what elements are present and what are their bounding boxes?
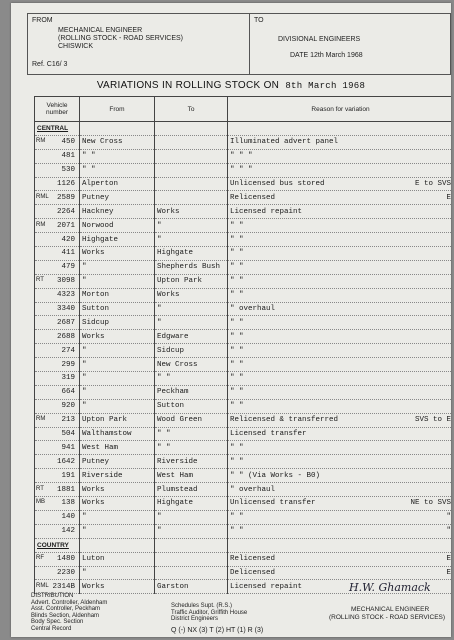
to-cell: Peckham [155, 385, 228, 399]
distribution-line: Schedules Supt. (R.S.) [171, 603, 233, 609]
to-cell: Edgware [155, 330, 228, 344]
reason-cell [228, 372, 452, 386]
vehicle-cell [35, 441, 80, 455]
to-cell: Highgate [155, 247, 228, 261]
vehicle-cell [35, 344, 80, 358]
to-cell [155, 552, 228, 566]
vehicle-number: 920 [61, 402, 75, 411]
vehicle-cell [35, 191, 80, 205]
table-row [35, 302, 452, 316]
memo-date: DATE 12th March 1968 [290, 52, 363, 59]
vehicle-number: 319 [61, 374, 75, 383]
vehicle-cell [35, 427, 80, 441]
vehicle-cell [35, 358, 80, 372]
reason-cell [228, 177, 452, 191]
from-cell: " " [80, 163, 155, 177]
variation-note: E [446, 555, 451, 564]
vehicle-number: 3340 [56, 305, 75, 314]
table-row [35, 288, 452, 302]
totals-line: Q (-) NX (3) T (2) HT (1) R (3) [171, 627, 264, 634]
from-cell: Putney [80, 455, 155, 469]
vehicle-cell [35, 177, 80, 191]
from-cell: Hackney [80, 205, 155, 219]
vehicle-number: 1642 [56, 457, 75, 466]
col-to: To [155, 97, 228, 122]
reason-text: " " [230, 360, 244, 369]
reason-text: Relicensed & transferred [230, 416, 339, 425]
page-title: VARIATIONS IN ROLLING STOCK ON 8th March 1968 [96, 80, 366, 91]
vehicle-cell [35, 316, 80, 330]
to-cell [155, 135, 228, 149]
reason-text: " overhaul [230, 485, 276, 494]
to-cell: Shepherds Bush [155, 260, 228, 274]
to-cell: " [155, 510, 228, 524]
vehicle-cell [35, 566, 80, 580]
col-from: From [80, 97, 155, 122]
from-cell: " [80, 372, 155, 386]
distribution-list [31, 593, 107, 632]
vehicle-cell [35, 580, 80, 594]
to-cell: Plumstead [155, 483, 228, 497]
variations-table [34, 96, 451, 594]
vehicle-number: 191 [61, 471, 75, 480]
from-cell: Sidcup [80, 316, 155, 330]
table-row [35, 385, 452, 399]
table-row [35, 274, 452, 288]
from-cell: West Ham [80, 441, 155, 455]
to-cell [155, 566, 228, 580]
vehicle-number: 664 [61, 388, 75, 397]
reason-text: " " [230, 263, 244, 272]
table-row [35, 399, 452, 413]
reason-cell [228, 163, 452, 177]
from-cell: Alperton [80, 177, 155, 191]
section-row [35, 122, 452, 136]
vehicle-class: RT [36, 485, 44, 492]
from-cell: Works [80, 247, 155, 261]
vehicle-class: RM [36, 221, 46, 228]
variation-note: " [446, 513, 451, 522]
distribution-line: Traffic Auditor, Griffith House [171, 609, 248, 616]
to-cell [155, 191, 228, 205]
sign-subtitle: (ROLLING STOCK - ROAD SERVICES) [329, 614, 446, 621]
variation-note: E [446, 193, 451, 202]
vehicle-number: 213 [61, 416, 75, 425]
reason-text: Relicensed [230, 193, 276, 202]
table-row [35, 413, 452, 427]
reason-cell [228, 219, 452, 233]
vehicle-cell [35, 247, 80, 261]
reason-text: " " [230, 513, 244, 522]
vehicle-cell [35, 149, 80, 163]
reason-cell [228, 385, 452, 399]
reason-text: " " [230, 291, 244, 300]
vehicle-class: RM [36, 416, 46, 423]
vehicle-class: RT [36, 277, 44, 284]
reason-cell [228, 455, 452, 469]
table-row [35, 149, 452, 163]
to-cell: New Cross [155, 358, 228, 372]
vehicle-cell [35, 135, 80, 149]
vehicle-class: MB [36, 499, 45, 506]
reason-text: " " [230, 235, 244, 244]
to-cell: Sutton [155, 399, 228, 413]
vehicle-number: 1881 [56, 485, 75, 494]
table-row [35, 260, 452, 274]
reason-text: Delicensed [230, 568, 276, 577]
variation-note: SVS to E [414, 416, 451, 425]
to-cell: " " [155, 441, 228, 455]
vehicle-number: 420 [61, 235, 75, 244]
vehicle-cell [35, 205, 80, 219]
table-row [35, 552, 452, 566]
vehicle-cell [35, 288, 80, 302]
reason-cell [228, 413, 452, 427]
from-cell: Works [80, 497, 155, 511]
vehicle-number: 481 [61, 152, 75, 161]
from-label: FROM [32, 17, 53, 24]
table-row [35, 566, 452, 580]
table-row [35, 358, 452, 372]
from-cell: Works [80, 330, 155, 344]
to-cell: " [155, 524, 228, 538]
from-cell: Luton [80, 552, 155, 566]
vehicle-cell [35, 385, 80, 399]
from-cell: " [80, 399, 155, 413]
col-reason: Reason for variation [228, 97, 452, 122]
reason-cell [228, 233, 452, 247]
distribution-line: Asst. Controller, Peckham [31, 606, 101, 612]
vehicle-number: 450 [61, 138, 75, 147]
distribution-line: Blinds Section, Aldenham [31, 612, 100, 619]
vehicle-cell [35, 510, 80, 524]
distribution-line: Advert. Controller, Aldenham [31, 599, 108, 606]
to-cell: Works [155, 205, 228, 219]
table-row [35, 524, 452, 538]
table-row [35, 191, 452, 205]
vehicle-number: 3098 [56, 277, 75, 286]
vehicle-cell [35, 274, 80, 288]
from-cell: " [80, 385, 155, 399]
reason-text: " " " [230, 152, 253, 161]
from-cell: Walthamstow [80, 427, 155, 441]
reason-cell [228, 330, 452, 344]
to-cell: Wood Green [155, 413, 228, 427]
signature: H.W. Ghamack [349, 581, 431, 594]
distribution-line: Body Spec. Section [31, 619, 84, 625]
vehicle-number: 2071 [56, 221, 75, 230]
vehicle-number: 2687 [56, 318, 75, 327]
from-cell: " [80, 344, 155, 358]
from-cell: Riverside [80, 469, 155, 483]
vehicle-cell [35, 302, 80, 316]
reason-text: Illuminated advert panel [230, 138, 339, 147]
vehicle-number: 2264 [56, 207, 75, 216]
from-cell: Works [80, 580, 155, 594]
to-cell: " " [155, 427, 228, 441]
from-cell: " [80, 566, 155, 580]
from-cell: " [80, 274, 155, 288]
vehicle-cell [35, 552, 80, 566]
vehicle-number: 504 [61, 430, 75, 439]
vehicle-number: 1480 [56, 555, 75, 564]
reason-text: " " [230, 277, 244, 286]
vehicle-number: 140 [61, 513, 75, 522]
from-cell: Works [80, 483, 155, 497]
table-row [35, 441, 452, 455]
table-row [35, 247, 452, 261]
from-cell: Morton [80, 288, 155, 302]
vehicle-number: 142 [61, 527, 75, 536]
to-cell [155, 177, 228, 191]
reason-text: " " [230, 457, 244, 466]
table-row [35, 330, 452, 344]
reason-text: " " [230, 402, 244, 411]
to-cell: Highgate [155, 497, 228, 511]
reason-cell [228, 205, 452, 219]
title-date: 8th March 1968 [285, 81, 366, 91]
variation-note: NE to SVS [410, 499, 451, 508]
vehicle-class: RML [36, 193, 49, 200]
table-row [35, 483, 452, 497]
variation-note: " [446, 527, 451, 536]
table-row [35, 316, 452, 330]
reason-text: " " [230, 318, 244, 327]
vehicle-cell [35, 399, 80, 413]
reason-text: " overhaul [230, 305, 276, 314]
vehicle-cell [35, 372, 80, 386]
reason-cell [228, 524, 452, 538]
vehicle-cell [35, 413, 80, 427]
vehicle-cell [35, 483, 80, 497]
to-cell: West Ham [155, 469, 228, 483]
vehicle-class: RF [36, 555, 44, 562]
to-cell: " [155, 219, 228, 233]
from-cell: Highgate [80, 233, 155, 247]
col-vehicle-number: Vehicle number [35, 97, 80, 122]
to-cell: " [155, 233, 228, 247]
reason-text: Relicensed [230, 555, 276, 564]
from-cell: " " [80, 149, 155, 163]
table-row [35, 455, 452, 469]
reason-cell [228, 302, 452, 316]
from-cell: Putney [80, 191, 155, 205]
reason-cell [228, 510, 452, 524]
reason-cell [228, 135, 452, 149]
table-row [35, 497, 452, 511]
table-row [35, 177, 452, 191]
reason-text: " " [230, 332, 244, 341]
to-cell [155, 149, 228, 163]
vehicle-number: 530 [61, 166, 75, 175]
reason-cell [228, 344, 452, 358]
vehicle-number: 941 [61, 443, 75, 452]
distribution-list-2 [171, 603, 247, 623]
vehicle-cell [35, 330, 80, 344]
vehicle-number: 4323 [56, 291, 75, 300]
vehicle-number: 274 [61, 346, 75, 355]
to-cell: " [155, 302, 228, 316]
vehicle-cell [35, 260, 80, 274]
reason-text: " " [230, 374, 244, 383]
distribution-heading: DISTRIBUTION [31, 593, 74, 599]
vehicle-class: RM [36, 138, 46, 145]
reason-cell [228, 566, 452, 580]
from-line-2: (ROLLING STOCK - ROAD SERVICES) [58, 35, 183, 42]
vehicle-cell [35, 233, 80, 247]
reason-cell [228, 552, 452, 566]
to-cell [155, 163, 228, 177]
vehicle-number: 2230 [56, 568, 75, 577]
vehicle-number: 2314B [52, 582, 75, 591]
vehicle-cell [35, 455, 80, 469]
reason-text: " " [230, 388, 244, 397]
reason-text: " " [230, 221, 244, 230]
table-row [35, 205, 452, 219]
to-cell: " " [155, 372, 228, 386]
to-cell: Works [155, 288, 228, 302]
from-cell: Upton Park [80, 413, 155, 427]
reason-cell [228, 260, 452, 274]
to-cell: Riverside [155, 455, 228, 469]
to-cell: Upton Park [155, 274, 228, 288]
reason-text: Licensed repaint [230, 582, 303, 591]
reason-cell [228, 288, 452, 302]
from-line-3: CHISWICK [58, 43, 93, 50]
reason-text: " " [230, 249, 244, 258]
reason-cell [228, 441, 452, 455]
from-cell: Norwood [80, 219, 155, 233]
table-row [35, 163, 452, 177]
from-cell: " [80, 510, 155, 524]
vehicle-cell [35, 163, 80, 177]
vehicle-number: 479 [61, 263, 75, 272]
table-row [35, 469, 452, 483]
table-row [35, 135, 452, 149]
variation-note: E to SVS [414, 180, 451, 188]
document-sheet [11, 3, 451, 637]
sign-title: MECHANICAL ENGINEER [351, 606, 430, 613]
vehicle-number: 299 [61, 360, 75, 369]
reason-text: " " [230, 443, 244, 452]
reason-text: " " " [230, 166, 253, 175]
vehicle-number: 411 [61, 249, 75, 258]
vehicle-class: RML [36, 582, 49, 589]
vehicle-number: 1126 [56, 180, 75, 188]
table-row [35, 427, 452, 441]
vehicle-cell [35, 524, 80, 538]
reason-text: Licensed transfer [230, 430, 307, 439]
reason-text: Unlicensed transfer [230, 499, 316, 508]
to-cell: Sidcup [155, 344, 228, 358]
reason-cell [228, 483, 452, 497]
reason-cell [228, 316, 452, 330]
reason-cell [228, 427, 452, 441]
to-value: DIVISIONAL ENGINEERS [278, 36, 361, 43]
to-cell: Garston [155, 580, 228, 594]
reason-text: " " [230, 346, 244, 355]
reason-text: Unlicensed bus stored [230, 180, 325, 188]
reason-text: Licensed repaint [230, 207, 303, 216]
section-label: CENTRAL [35, 122, 80, 136]
distribution-line: Central Record [31, 625, 72, 632]
reason-cell [228, 469, 452, 483]
from-cell: " [80, 524, 155, 538]
vehicle-cell [35, 469, 80, 483]
table-row [35, 219, 452, 233]
ref-number: Ref. C16/ 3 [32, 61, 68, 68]
to-label: TO [254, 17, 264, 24]
reason-cell [228, 274, 452, 288]
memo-header [27, 13, 451, 75]
table-row [35, 233, 452, 247]
vehicle-number: 2688 [56, 332, 75, 341]
reason-cell [228, 149, 452, 163]
vehicle-number: 138 [61, 499, 75, 508]
section-label: COUNTRY [35, 538, 80, 552]
reason-cell [228, 247, 452, 261]
reason-text: " " [230, 527, 244, 536]
from-cell: Sutton [80, 302, 155, 316]
reason-text: " " (Via Works - B0) [230, 471, 321, 480]
variation-note: E [446, 568, 451, 577]
from-cell: " [80, 260, 155, 274]
from-line-1: MECHANICAL ENGINEER [58, 27, 143, 34]
reason-cell [228, 497, 452, 511]
from-cell: New Cross [80, 135, 155, 149]
from-cell: " [80, 358, 155, 372]
vehicle-number: 2589 [56, 193, 75, 202]
reason-cell [228, 399, 452, 413]
table-row [35, 372, 452, 386]
table-row [35, 510, 452, 524]
vehicle-cell [35, 497, 80, 511]
vehicle-cell [35, 219, 80, 233]
to-cell: " [155, 316, 228, 330]
distribution-line: District Engineers [171, 616, 219, 622]
section-row [35, 538, 452, 552]
table-row [35, 344, 452, 358]
reason-cell [228, 358, 452, 372]
reason-cell [228, 191, 452, 205]
